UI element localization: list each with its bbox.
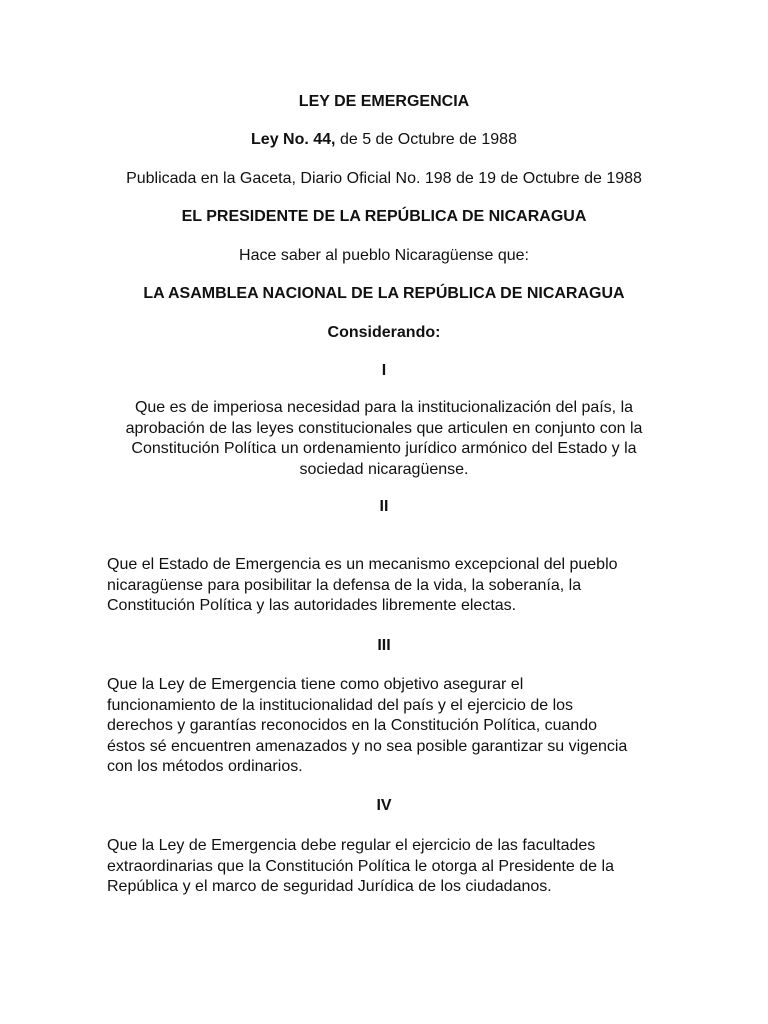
- paragraph-line: Que el Estado de Emergencia es un mecanismo excepcional del pueblo: [107, 556, 618, 573]
- assembly-heading: LA ASAMBLEA NACIONAL DE LA REPÚBLICA DE NICARAGUA: [143, 285, 625, 302]
- section-numeral-i: I: [381, 362, 387, 379]
- paragraph-line: Constitución Política un ordenamiento jurídico armónico del Estado y la: [131, 440, 637, 457]
- paragraph-line: con los métodos ordinarios.: [107, 758, 303, 775]
- paragraph-line: Que la Ley de Emergencia tiene como objetivo asegurar el: [107, 676, 524, 693]
- section-numeral-ii: II: [379, 498, 389, 515]
- paragraph-line: Que es de imperiosa necesidad para la institucionalización del país, la: [134, 399, 634, 416]
- document-title: LEY DE EMERGENCIA: [298, 93, 470, 110]
- paragraph-line: Que la Ley de Emergencia debe regular el ejercicio de las facultades: [107, 837, 596, 854]
- law-number-line: [0, 130, 768, 150]
- considerando-heading: Considerando:: [327, 324, 441, 341]
- section-paragraph-ii: [107, 555, 667, 617]
- paragraph-line: aprobación de las leyes constitucionales que articulen en conjunto con la: [125, 419, 643, 437]
- president-heading: EL PRESIDENTE DE LA REPÚBLICA DE NICARAGUA: [181, 208, 587, 225]
- law-date: de 5 de Octubre de 1988: [335, 131, 517, 148]
- section-paragraph-i: [100, 398, 668, 480]
- announcement-line: Hace saber al pueblo Nicaragüense que:: [239, 247, 529, 264]
- publication-line: Publicada en la Gaceta, Diario Oficial No. 198 de 19 de Octubre de 1988: [126, 170, 642, 187]
- paragraph-line: República y el marco de seguridad Jurídica de los ciudadanos.: [107, 878, 552, 895]
- section-numeral-iv: IV: [376, 797, 392, 814]
- law-number: Ley No. 44,: [251, 131, 336, 148]
- paragraph-line: funcionamiento de la institucionalidad del país y el ejercicio de los: [107, 696, 574, 714]
- section-numeral-iii: III: [377, 637, 391, 654]
- paragraph-line: derechos y garantías reconocidos en la Constitución Política, cuando: [107, 717, 598, 734]
- paragraph-line: extraordinarias que la Constitución Política le otorga al Presidente de la: [107, 857, 614, 875]
- paragraph-line: sociedad nicaragüense.: [299, 460, 469, 478]
- section-paragraph-iii: [107, 675, 667, 778]
- paragraph-line: éstos sé encuentren amenazados y no sea posible garantizar su vigencia: [107, 737, 628, 755]
- section-paragraph-iv: [107, 836, 667, 898]
- paragraph-line: nicaragüense para posibilitar la defensa de la vida, la soberanía, la: [107, 576, 582, 594]
- paragraph-line: Constitución Política y las autoridades libremente electas.: [107, 597, 517, 614]
